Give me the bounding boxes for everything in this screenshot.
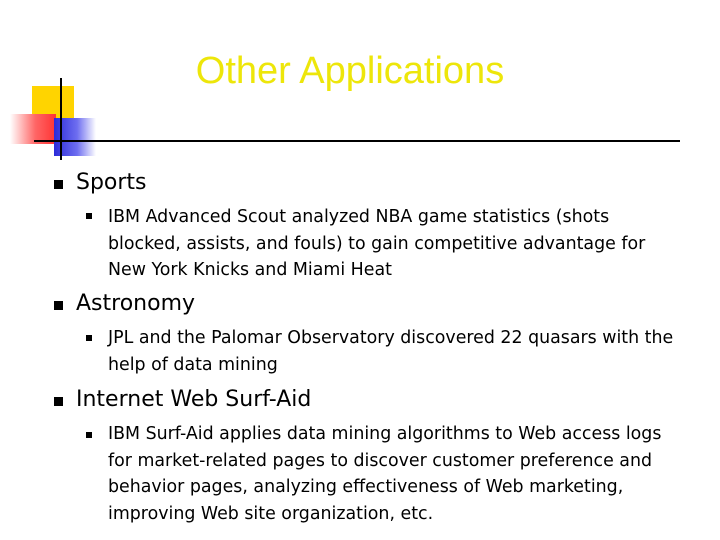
sub-bullet-square-icon (86, 432, 92, 438)
slide-title: Other Applications (195, 50, 505, 92)
bullet-item-surf-aid: Internet Web Surf-Aid (76, 387, 312, 412)
bullet-item-sports: Sports (76, 170, 147, 195)
bullet-square-icon (54, 397, 63, 406)
sub-bullet-surf-aid: IBM Surf-Aid applies data mining algorithms to Web access logs for market-related pages to discover customer preference and behavior pages, analyzing effectiveness of Web marketing, improving Web site organization, etc. (108, 424, 662, 524)
sub-bullet-astronomy: JPL and the Palomar Observatory discovered 22 quasars with the help of data mining (108, 328, 674, 375)
sub-bullet-square-icon (86, 213, 92, 219)
bullet-square-icon (54, 301, 63, 310)
bullet-item-astronomy: Astronomy (76, 291, 196, 316)
bullet-square-icon (54, 180, 63, 189)
sub-bullet-sports: IBM Advanced Scout analyzed NBA game statistics (shots blocked, assists, and fouls) to gain competitive advantage for New York Knicks and Miami Heat (108, 207, 646, 280)
sub-bullet-square-icon (86, 335, 92, 341)
